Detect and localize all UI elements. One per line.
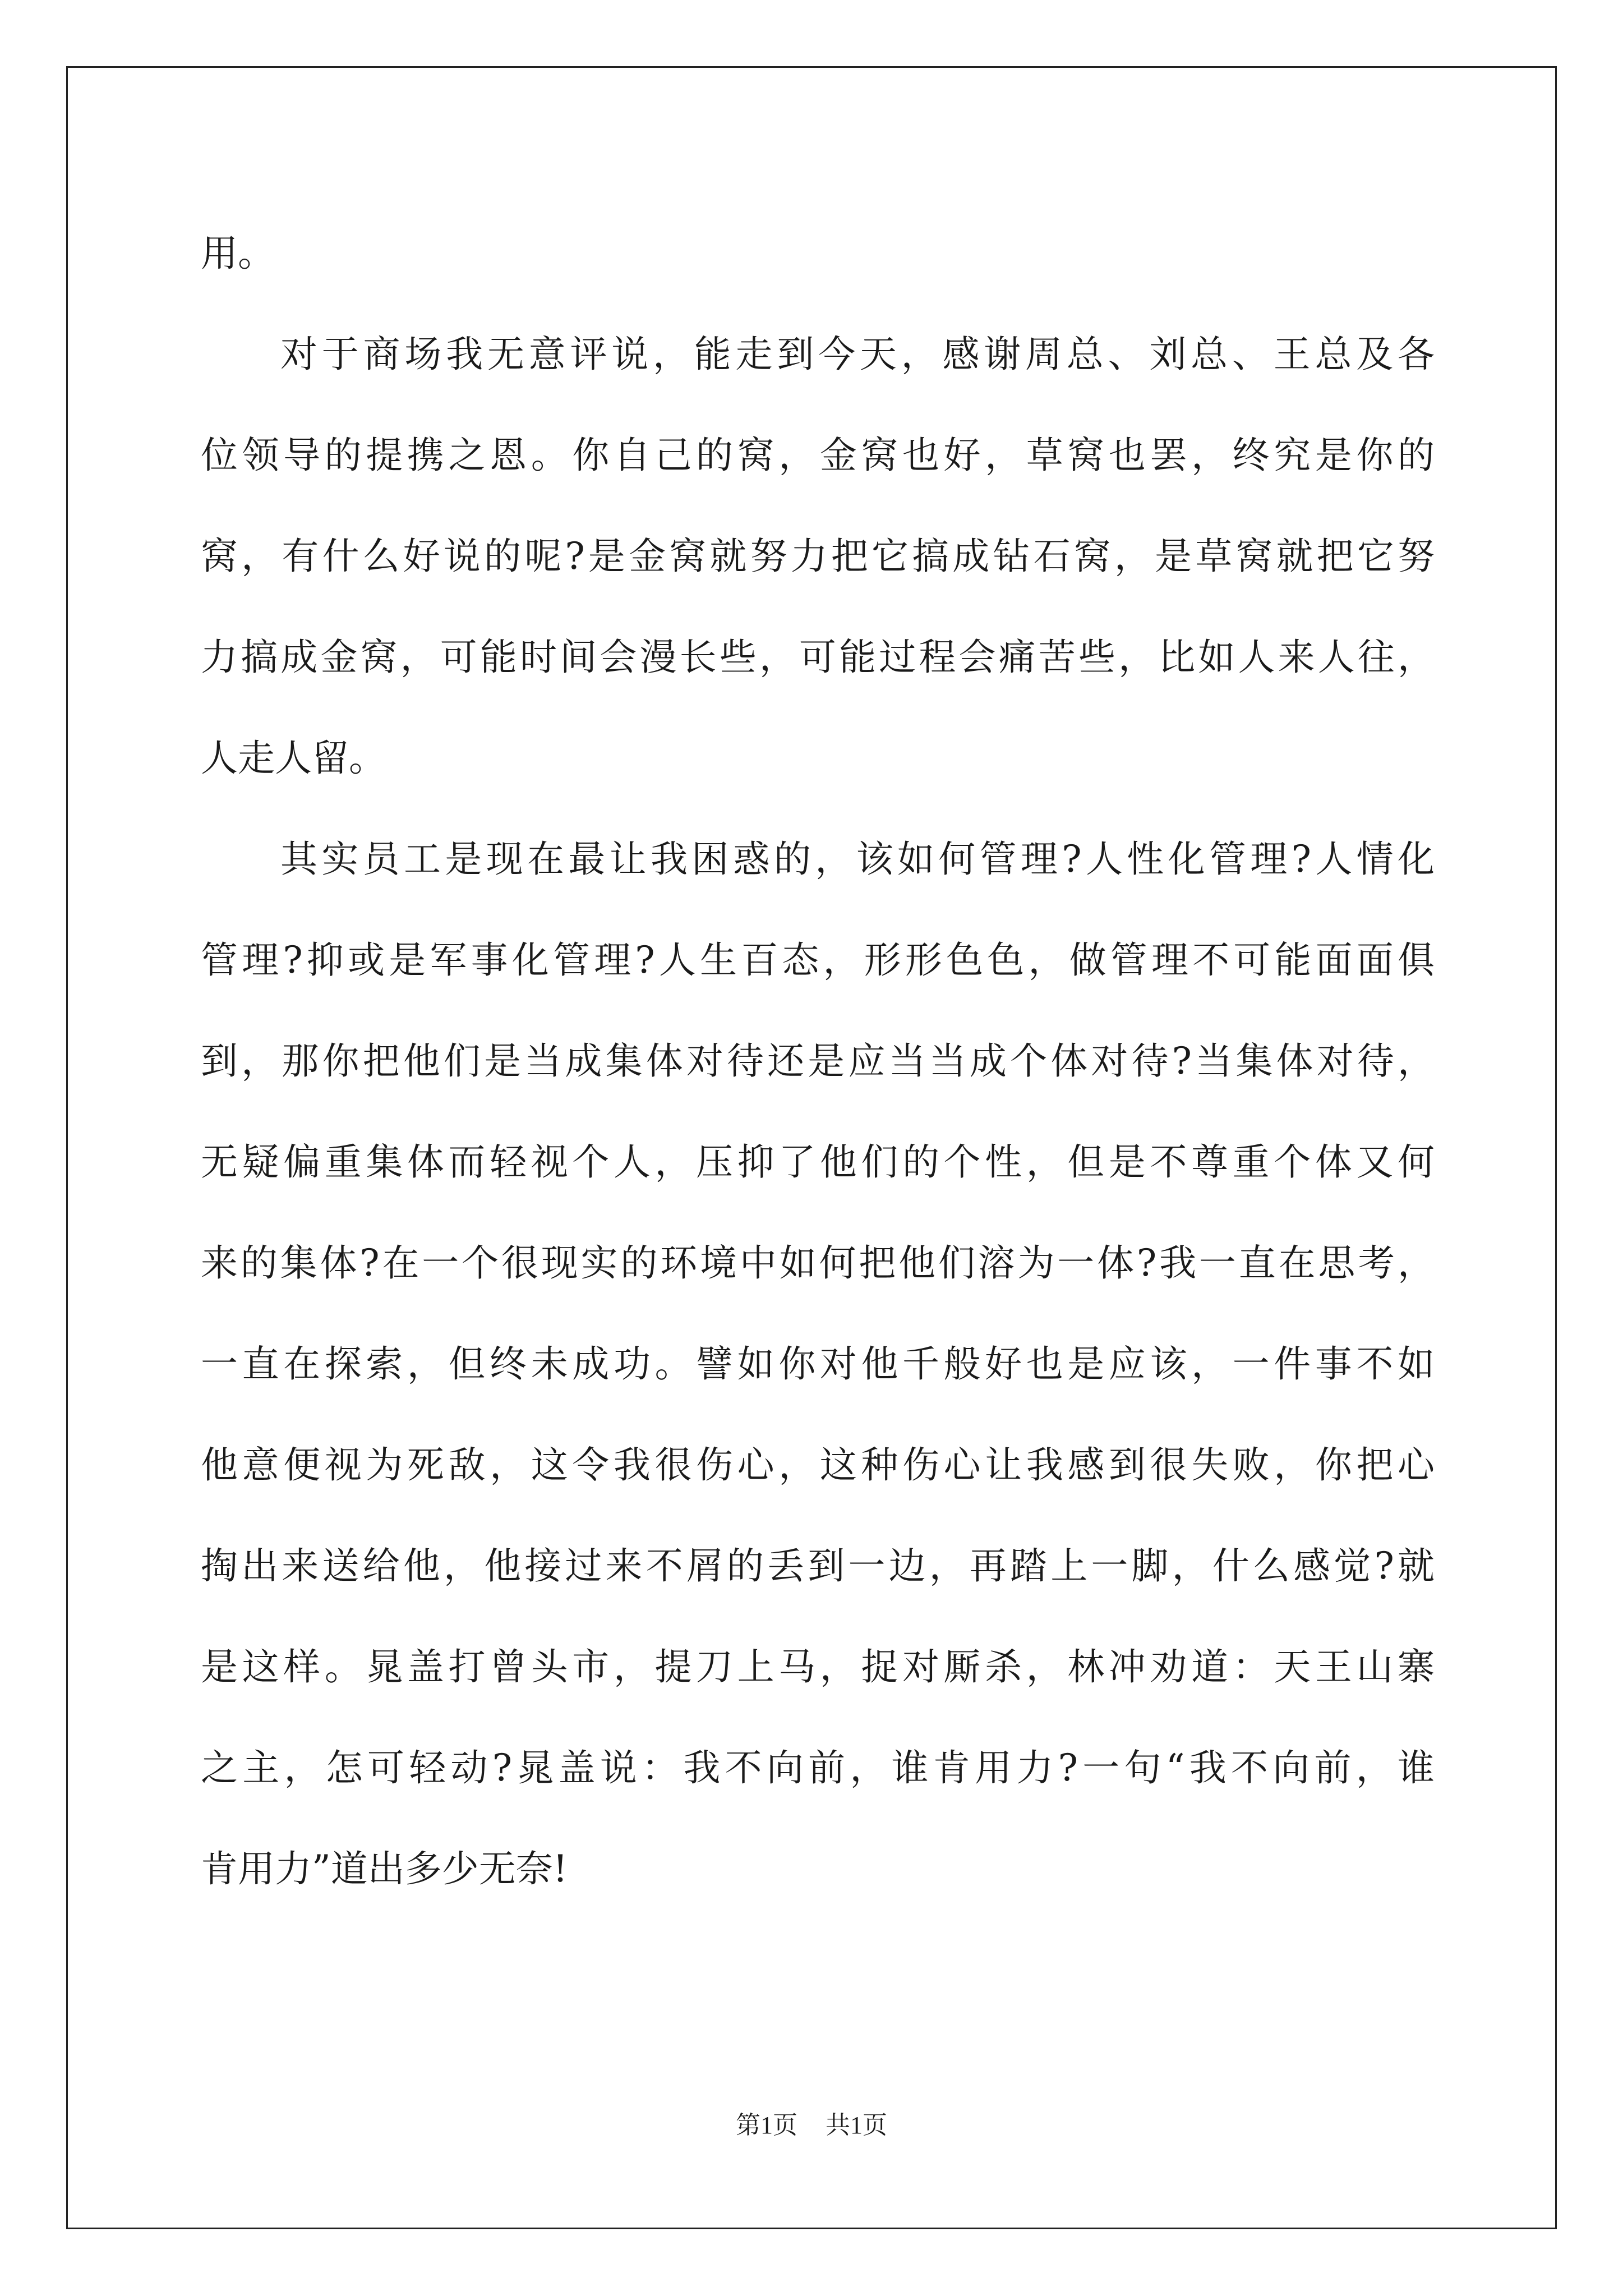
text-line: 其实员工是现在最让我困惑的，该如何管理?人性化管理?人情化 <box>280 838 1435 881</box>
text-line: 掏出来送给他，他接过来不屑的丢到一边，再踏上一脚，什么感觉?就 <box>201 1544 1435 1588</box>
text-line: 管理?抑或是军事化管理?人生百态，形形色色，做管理不可能面面俱 <box>201 938 1435 982</box>
text-line: 之主，怎可轻动?晁盖说：我不向前，谁肯用力?一句“我不向前，谁 <box>201 1746 1435 1789</box>
document-body <box>201 203 1435 1920</box>
page-footer <box>0 2105 1623 2141</box>
text-line: 人走人留。 <box>201 737 386 780</box>
text-line: 位领导的提携之恩。你自己的窝，金窝也好，草窝也罢，终究是你的 <box>201 434 1435 477</box>
text-line: 来的集体?在一个很现实的环境中如何把他们溶为一体?我一直在思考， <box>201 1241 1435 1285</box>
text-line: 用。 <box>201 232 275 275</box>
text-line: 对于商场我无意评说，能走到今天，感谢周总、刘总、王总及各 <box>280 333 1435 376</box>
text-line: 肯用力”道出多少无奈! <box>201 1847 568 1890</box>
text-line: 一直在探索，但终未成功。譬如你对他千般好也是应该，一件事不如 <box>201 1342 1435 1386</box>
text-line: 力搞成金窝，可能时间会漫长些，可能过程会痛苦些，比如人来人往， <box>201 636 1435 679</box>
page-number: 第1页 <box>736 2111 797 2139</box>
text-line: 他意便视为死敌，这令我很伤心，这种伤心让我感到很失败，你把心 <box>201 1443 1435 1487</box>
text-line: 是这样。晁盖打曾头市，提刀上马，捉对厮杀，林冲劝道：天王山寨 <box>201 1645 1435 1688</box>
page-total: 共1页 <box>826 2111 887 2139</box>
text-line: 窝，有什么好说的呢?是金窝就努力把它搞成钻石窝，是草窝就把它努 <box>201 535 1435 578</box>
text-line: 无疑偏重集体而轻视个人，压抑了他们的个性，但是不尊重个体又何 <box>201 1140 1435 1184</box>
text-line: 到，那你把他们是当成集体对待还是应当当成个体对待?当集体对待， <box>201 1039 1435 1083</box>
